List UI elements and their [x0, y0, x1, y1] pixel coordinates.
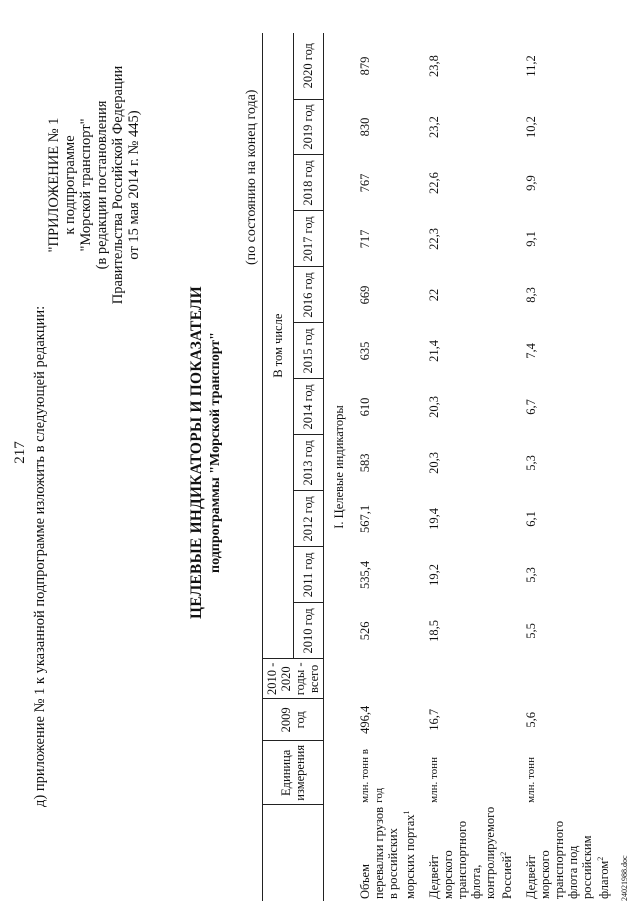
value-2014: 20,3: [427, 396, 442, 418]
value-2009: 5,6: [524, 712, 539, 728]
appendix-line-4: (в редакции постановления: [94, 100, 110, 270]
appendix-line-5: Правительства Российской Федерации: [110, 65, 126, 305]
value-2016: 22: [427, 288, 442, 302]
value-2014: 6,7: [524, 399, 539, 415]
intro-text: д) приложение № 1 к указанной подпрограмме изложить в следующей редакции:: [32, 305, 48, 807]
value-2012: 6,1: [524, 511, 539, 527]
indicator-name: Объем перевалки грузов в российских морских портах$^1$: [358, 806, 418, 899]
value-2019: 830: [358, 117, 372, 137]
header-year: 2010 год: [293, 603, 324, 659]
value-2017: 9,1: [524, 231, 539, 247]
page-number: 217: [12, 441, 28, 464]
period-note: (по состоянию на конец года): [244, 89, 259, 265]
header-year: 2020 год: [293, 33, 324, 99]
header-indicator-name: [263, 805, 324, 901]
section-title: I. Целевые индикаторы: [332, 405, 346, 529]
value-2020: 23,8: [427, 55, 442, 77]
value-2020: 879: [358, 56, 372, 76]
value-2018: 767: [358, 173, 372, 193]
appendix-line-2: к подпрограмме: [62, 135, 78, 235]
document-title: [188, 0, 224, 905]
value-2010: 18,5: [427, 619, 442, 642]
header-year: 2016 год: [293, 267, 324, 323]
value-2015: 7,4: [524, 343, 539, 359]
header-year: 2011 год: [293, 547, 324, 603]
appendix-line-6: от 15 мая 2014 г. № 445): [126, 110, 142, 260]
header-unit: Единица измерения: [263, 741, 324, 805]
indicator-unit: млн. тонн в год: [359, 749, 385, 803]
footnote-mark: 1: [402, 810, 411, 815]
indicators-table: [262, 33, 613, 901]
indicator-name: Дедвейт морского транспортного флота, контролируемого Россией$^2$: [427, 806, 515, 899]
appendix-header: [46, 35, 142, 335]
value-2018: 22,6: [427, 172, 442, 194]
appendix-line-1: "ПРИЛОЖЕНИЕ № 1: [46, 117, 62, 253]
value-2010: 526: [358, 621, 372, 641]
header-year: 2014 год: [293, 379, 324, 435]
value-2012: 19,4: [427, 507, 442, 530]
table-row: [350, 33, 419, 901]
value-2016: 669: [358, 285, 372, 305]
value-total: [350, 659, 419, 699]
indicator-unit: млн. тонн: [428, 757, 441, 803]
value-total: [516, 659, 613, 699]
value-total: [419, 659, 516, 699]
header-2009: 2009 год: [263, 699, 324, 741]
footnote-mark: 2: [499, 851, 509, 856]
header-year: 2018 год: [293, 155, 324, 211]
header-year: 2019 год: [293, 99, 324, 155]
appendix-line-3: "Морской транспорт": [78, 118, 94, 252]
indicator-unit: млн. тонн: [525, 757, 538, 803]
value-2009: 16,7: [427, 708, 442, 731]
value-2013: 20,3: [427, 451, 442, 474]
value-2010: 5,5: [524, 623, 539, 639]
header-year: 2012 год: [293, 491, 324, 547]
value-2014: 610: [358, 397, 372, 417]
value-2016: 8,3: [524, 287, 539, 303]
indicator-name: Дедвейт морского транспортного флота под российским флагом$^2$: [524, 820, 612, 899]
value-2015: 635: [358, 341, 372, 361]
value-2017: 717: [358, 229, 372, 249]
value-2011: 19,2: [427, 563, 442, 586]
title-line-1: ЦЕЛЕВЫЕ ИНДИКАТОРЫ И ПОКАЗАТЕЛИ: [188, 286, 205, 619]
header-total: 2010 - 2020 годы - всего: [263, 659, 324, 699]
value-2009: 496,4: [358, 705, 372, 734]
value-2019: 23,2: [427, 116, 442, 138]
header-year: 2013 год: [293, 435, 324, 491]
header-including: В том числе: [263, 33, 294, 659]
footnote-mark: 2: [596, 856, 606, 861]
value-2013: 5,3: [524, 455, 539, 471]
value-2019: 10,2: [524, 116, 539, 138]
value-2013: 583: [358, 453, 372, 473]
value-2018: 9,9: [524, 175, 539, 191]
value-2011: 535,4: [358, 560, 372, 589]
footer-doc-code: 24021988.doc: [620, 855, 629, 901]
title-line-2: подпрограммы "Морской транспорт": [208, 332, 223, 573]
value-2020: 11,2: [524, 55, 539, 77]
header-year: 2017 год: [293, 211, 324, 267]
table-row: [516, 33, 613, 901]
value-2015: 21,4: [427, 340, 442, 362]
table-row: [419, 33, 516, 901]
value-2012: 567,1: [358, 504, 372, 533]
value-2011: 5,3: [524, 567, 539, 583]
value-2017: 22,3: [427, 228, 442, 250]
header-year: 2015 год: [293, 323, 324, 379]
